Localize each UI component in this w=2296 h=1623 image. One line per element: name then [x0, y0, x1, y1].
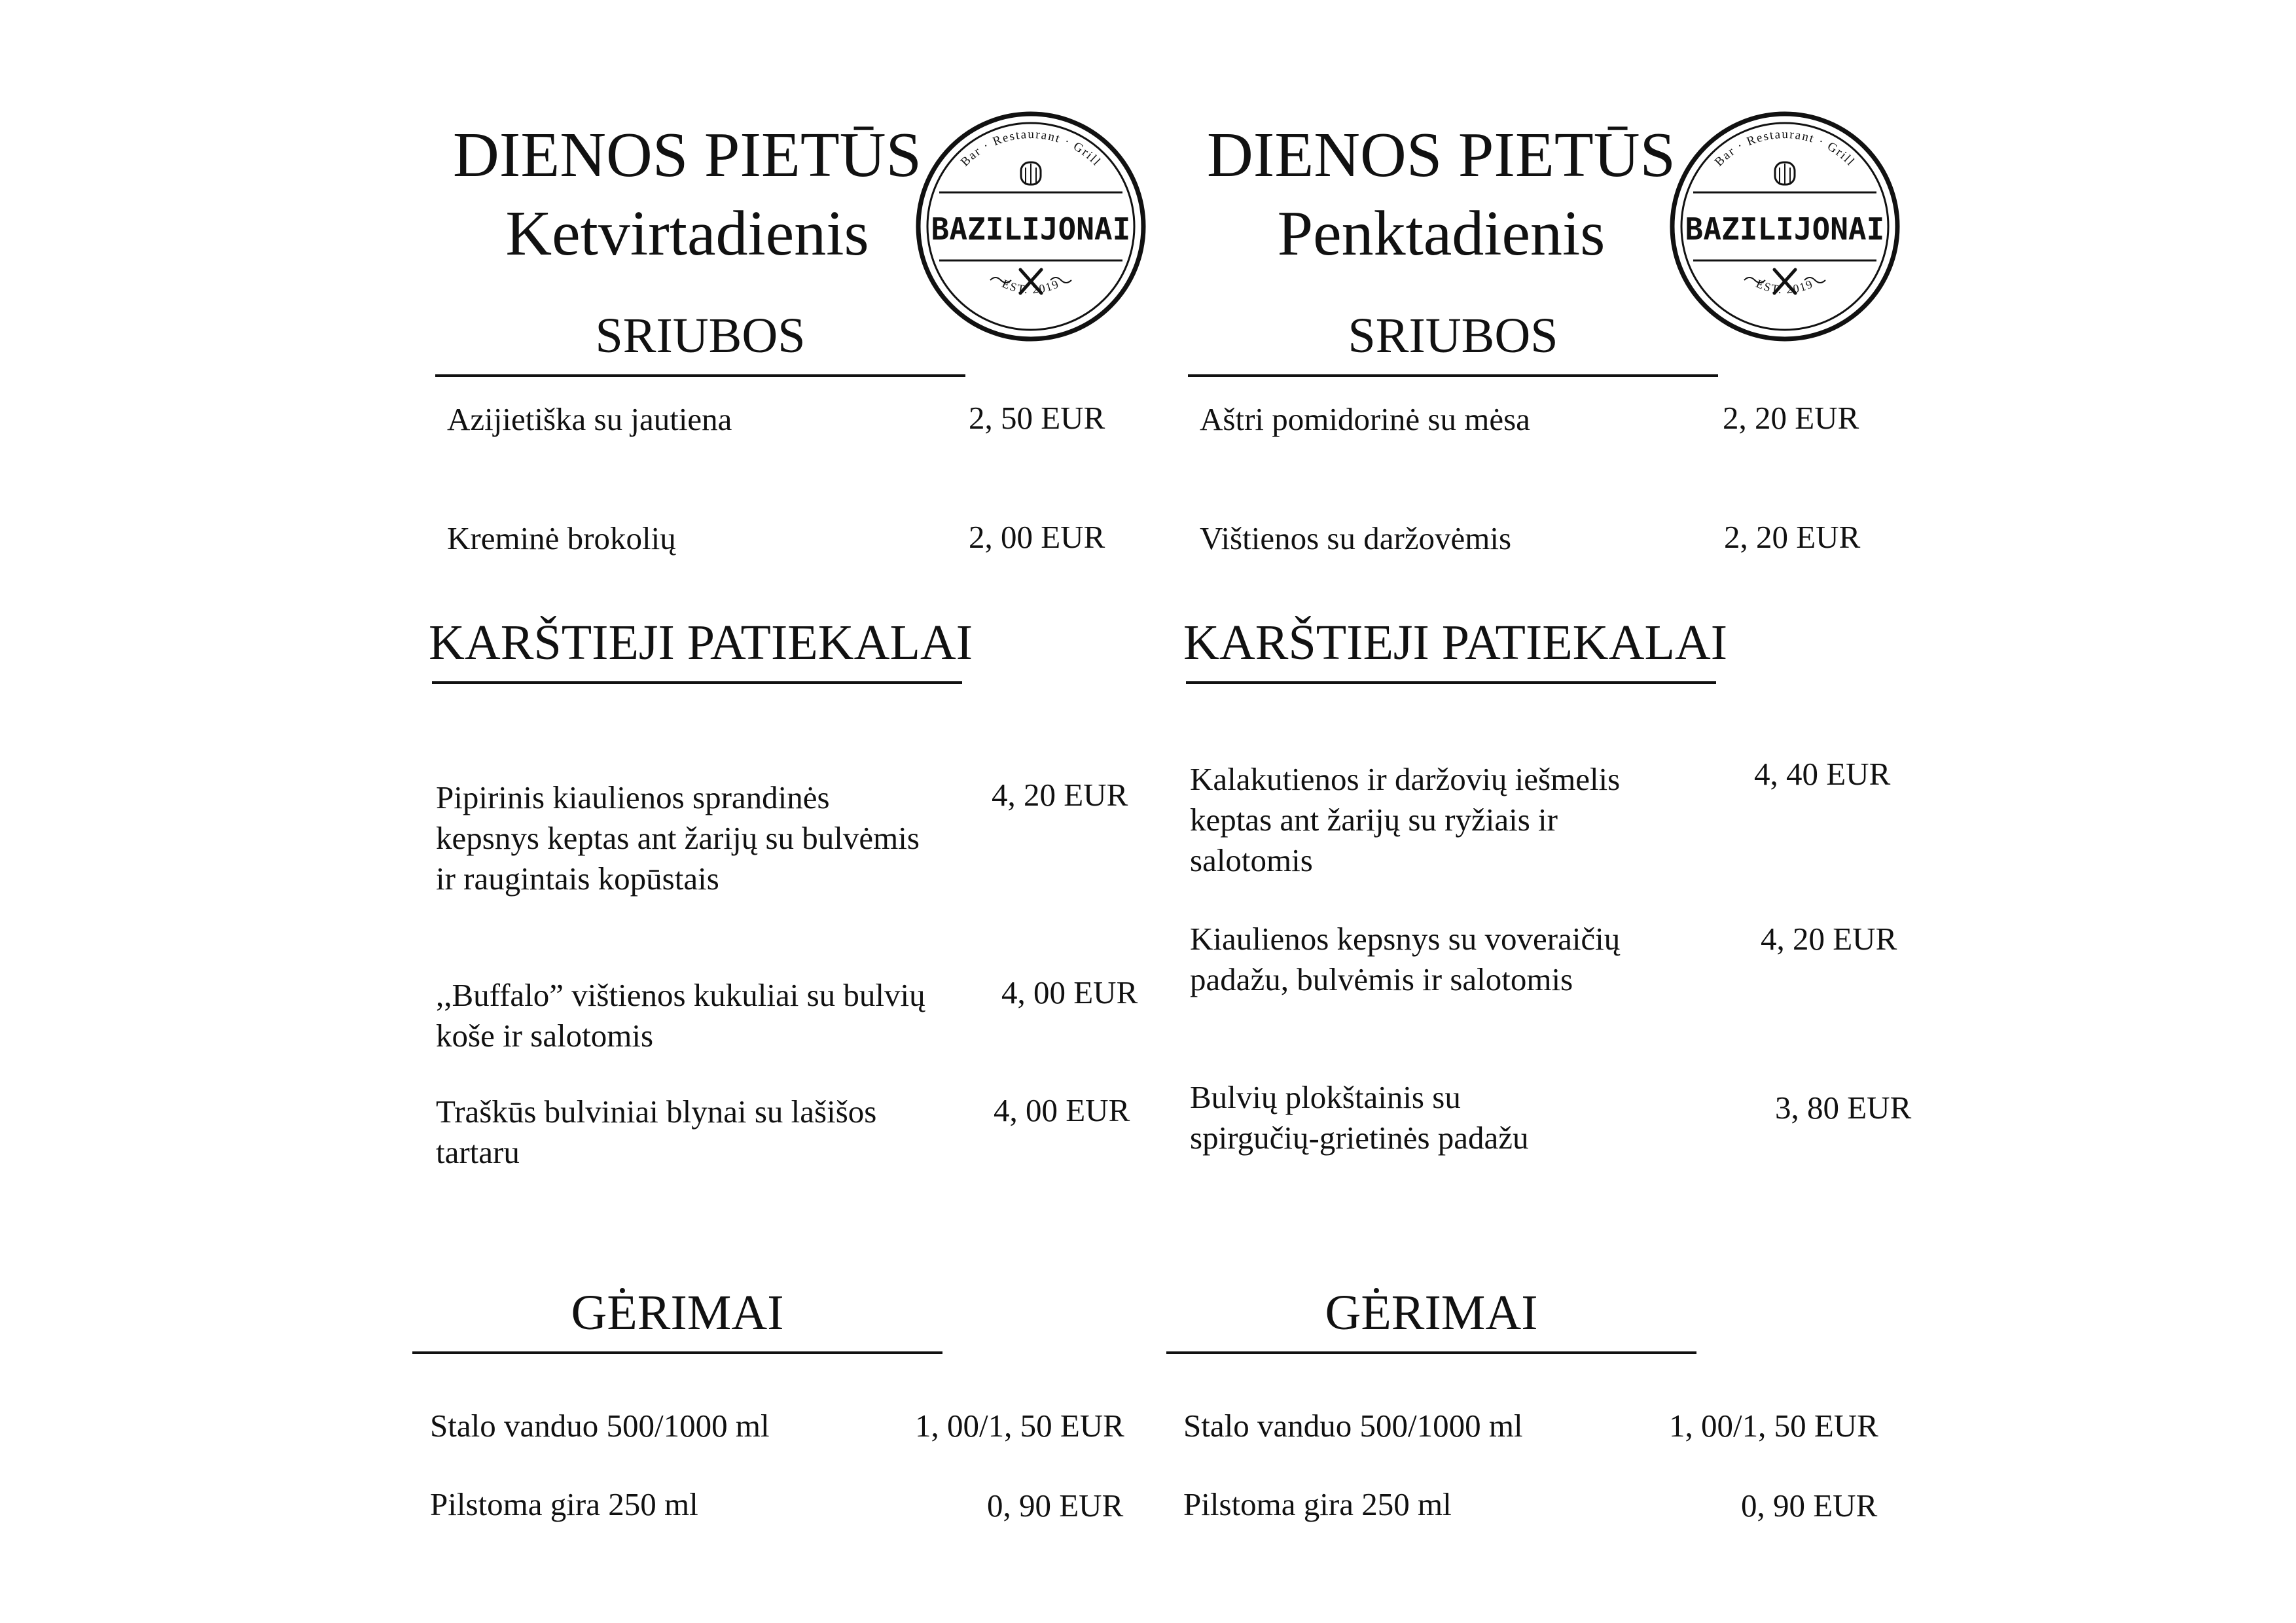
svg-text:BAZILIJONAI: BAZILIJONAI	[1685, 211, 1885, 247]
soup-item-price: 2, 20 EUR	[1723, 400, 1859, 436]
hot-dish-item-price: 4, 00 EUR	[1001, 974, 1138, 1010]
hot-dish-item-name: Traškūs bulviniai blynai su lašišos tartaru	[436, 1094, 877, 1170]
section-soups-friday: SRIUBOS	[1348, 308, 1558, 363]
hot-dish-item-name: Bulvių plokštainis su spirgučių-grietinės padažu	[1190, 1079, 1529, 1156]
svg-text:Bar · Restaurant · Grill: Bar · Restaurant · Grill	[958, 127, 1104, 169]
menu-title-thursday: DIENOS PIETŪS	[453, 120, 922, 190]
section-hot-dishes-thursday: KARŠTIEJI PATIEKALAI	[429, 615, 973, 670]
day-name-thursday: Ketvirtadienis	[505, 198, 869, 269]
divider	[432, 681, 962, 684]
restaurant-logo	[913, 109, 1149, 344]
divider	[1188, 374, 1718, 377]
drink-item-name: Stalo vanduo 500/1000 ml	[430, 1408, 770, 1444]
soup-item-price: 2, 20 EUR	[1724, 519, 1861, 555]
hot-dish-item-price: 3, 80 EUR	[1775, 1090, 1912, 1126]
hot-dish-item-name: Kiaulienos kepsnys su voveraičių padažu, bulvėmis ir salotomis	[1190, 921, 1621, 997]
hot-dish-item-price: 4, 00 EUR	[994, 1092, 1130, 1128]
hot-dish-item-price: 4, 20 EUR	[992, 777, 1128, 813]
soup-item-price: 2, 00 EUR	[969, 519, 1105, 555]
hot-dish-item-name: Kalakutienos ir daržovių iešmelis keptas ant žarijų su ryžiais ir salotomis	[1190, 761, 1621, 878]
drink-item-price: 0, 90 EUR	[1741, 1488, 1878, 1524]
soup-item-name: Azijietiška su jautiena	[447, 401, 732, 437]
section-hot-dishes-friday: KARŠTIEJI PATIEKALAI	[1183, 615, 1728, 670]
divider	[1186, 681, 1716, 684]
svg-text:EST. 2019: EST. 2019	[1754, 277, 1816, 296]
day-name-friday: Penktadienis	[1277, 198, 1605, 269]
soup-item-name: Aštri pomidorinė su mėsa	[1200, 401, 1530, 437]
drink-item-name: Pilstoma gira 250 ml	[1183, 1486, 1452, 1522]
drink-item-name: Pilstoma gira 250 ml	[430, 1486, 698, 1522]
svg-text:Bar · Restaurant · Grill: Bar · Restaurant · Grill	[1712, 127, 1858, 169]
drink-item-price: 1, 00/1, 50 EUR	[915, 1408, 1124, 1444]
hot-dish-item-name: ,,Buffalo” vištienos kukuliai su bulvių koše ir salotomis	[436, 977, 925, 1054]
svg-text:EST. 2019: EST. 2019	[1000, 277, 1062, 296]
soup-item-price: 2, 50 EUR	[969, 400, 1105, 436]
soup-item-name: Vištienos su daržovėmis	[1200, 520, 1512, 556]
menu-title-friday: DIENOS PIETŪS	[1207, 120, 1676, 190]
restaurant-logo	[1667, 109, 1903, 344]
divider	[412, 1351, 942, 1354]
divider	[435, 374, 965, 377]
drink-item-name: Stalo vanduo 500/1000 ml	[1183, 1408, 1523, 1444]
soup-item-name: Kreminė brokolių	[447, 520, 676, 556]
section-drinks-friday: GĖRIMAI	[1325, 1285, 1538, 1340]
drink-item-price: 0, 90 EUR	[987, 1488, 1124, 1524]
section-drinks-thursday: GĖRIMAI	[571, 1285, 784, 1340]
svg-text:BAZILIJONAI: BAZILIJONAI	[931, 211, 1131, 247]
divider	[1166, 1351, 1696, 1354]
section-soups-thursday: SRIUBOS	[595, 308, 806, 363]
hot-dish-item-price: 4, 20 EUR	[1761, 921, 1897, 957]
hot-dish-item-name: Pipirinis kiaulienos sprandinės kepsnys keptas ant žarijų su bulvėmis ir raugintais kopūstais	[436, 779, 920, 897]
drink-item-price: 1, 00/1, 50 EUR	[1669, 1408, 1878, 1444]
hot-dish-item-price: 4, 40 EUR	[1754, 756, 1891, 792]
